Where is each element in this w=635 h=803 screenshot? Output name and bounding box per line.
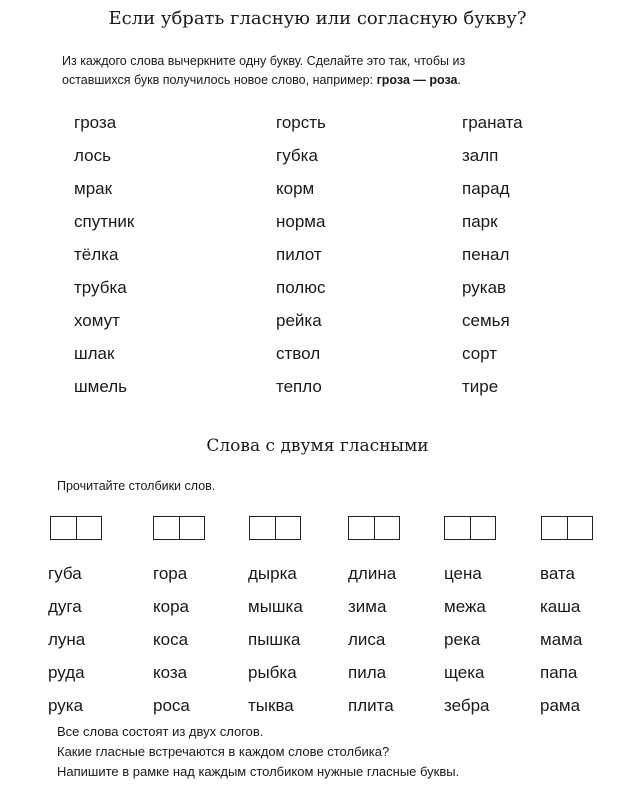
word-item: гора — [153, 564, 188, 583]
word-item: шлак — [74, 344, 115, 363]
answer-cell[interactable] — [77, 517, 102, 539]
word-item: хомут — [74, 311, 120, 330]
word-item: коза — [153, 663, 188, 682]
word-item: граната — [462, 113, 523, 132]
vowel-column-6 — [540, 557, 582, 722]
footer-line-2: Какие гласные встречаются в каждом слове столбика? — [57, 744, 390, 759]
word-item: зебра — [444, 696, 490, 715]
word-item: семья — [462, 311, 510, 330]
word-item: губа — [48, 564, 82, 583]
word-item: рыбка — [248, 663, 297, 682]
word-item: луна — [48, 630, 86, 649]
answer-cell[interactable] — [51, 517, 77, 539]
word-item: пила — [348, 663, 387, 682]
word-item: мышка — [248, 597, 303, 616]
example-text: гроза — роза — [376, 73, 458, 87]
word-column-2 — [276, 106, 326, 403]
word-item: шмель — [74, 377, 127, 396]
word-item: щека — [444, 663, 485, 682]
word-item: рукав — [462, 278, 507, 297]
footer-line-1: Все слова состоят из двух слогов. — [57, 724, 264, 739]
answer-cell[interactable] — [250, 517, 276, 539]
answer-cell[interactable] — [445, 517, 471, 539]
vowel-column-5 — [444, 557, 490, 722]
answer-box-1[interactable] — [50, 516, 102, 540]
intro-line-1: Из каждого слова вычеркните одну букву. Сделайте это так, чтобы из — [62, 54, 466, 68]
word-item: гроза — [74, 113, 117, 132]
answer-box-6[interactable] — [541, 516, 593, 540]
word-item: роса — [153, 696, 190, 715]
word-item: тёлка — [74, 245, 119, 264]
footer-instructions — [57, 722, 459, 782]
word-item: трубка — [74, 278, 127, 297]
intro-text — [62, 52, 612, 90]
answer-cell[interactable] — [568, 517, 593, 539]
answer-box-3[interactable] — [249, 516, 301, 540]
word-item: лиса — [348, 630, 386, 649]
word-item: коса — [153, 630, 189, 649]
word-item: река — [444, 630, 481, 649]
intro-line-2 — [62, 71, 612, 90]
word-item: парк — [462, 212, 498, 231]
word-item: цена — [444, 564, 482, 583]
word-item: папа — [540, 663, 578, 682]
vowel-column-2 — [153, 557, 190, 722]
word-item: руда — [48, 663, 85, 682]
word-item: парад — [462, 179, 510, 198]
word-item: межа — [444, 597, 486, 616]
word-column-1 — [74, 106, 134, 403]
page-title: Если убрать гласную или согласную букву? — [108, 8, 527, 29]
word-item: пилот — [276, 245, 322, 264]
vowel-column-1 — [48, 557, 85, 722]
word-item: полюс — [276, 278, 326, 297]
intro-line-2-end: . — [457, 73, 461, 87]
word-item: тире — [462, 377, 499, 396]
word-item: пышка — [248, 630, 301, 649]
word-item: кора — [153, 597, 189, 616]
word-item: зима — [348, 597, 387, 616]
vowel-column-3 — [248, 557, 303, 722]
word-item: норма — [276, 212, 326, 231]
word-item: ствол — [276, 344, 321, 363]
word-item: спутник — [74, 212, 135, 231]
section-instruction: Прочитайте столбики слов. — [57, 479, 216, 493]
word-item: длина — [348, 564, 397, 583]
footer-line-3: Напишите в рамке над каждым столбиком нужные гласные буквы. — [57, 764, 460, 779]
word-item: корм — [276, 179, 315, 198]
answer-box-2[interactable] — [153, 516, 205, 540]
word-item: рука — [48, 696, 84, 715]
word-item: сорт — [462, 344, 498, 363]
intro-line-2-text: оставшихся букв получилось новое слово, например: — [62, 73, 377, 87]
word-item: мама — [540, 630, 583, 649]
word-item: залп — [462, 146, 499, 165]
word-item: мрак — [74, 179, 113, 198]
word-item: рейка — [276, 311, 322, 330]
answer-box-4[interactable] — [348, 516, 400, 540]
answer-cell[interactable] — [276, 517, 301, 539]
word-item: горсть — [276, 113, 326, 132]
word-item: рама — [540, 696, 581, 715]
answer-cell[interactable] — [180, 517, 205, 539]
answer-box-5[interactable] — [444, 516, 496, 540]
answer-cell[interactable] — [471, 517, 496, 539]
word-item: пенал — [462, 245, 510, 264]
word-column-3 — [462, 106, 523, 403]
word-item: губка — [276, 146, 318, 165]
word-item: каша — [540, 597, 581, 616]
answer-cell[interactable] — [542, 517, 568, 539]
word-item: лось — [74, 146, 111, 165]
word-item: дырка — [248, 564, 297, 583]
word-item: плита — [348, 696, 394, 715]
word-item: тепло — [276, 377, 322, 396]
answer-cell[interactable] — [349, 517, 375, 539]
word-item: дуга — [48, 597, 82, 616]
answer-cell[interactable] — [154, 517, 180, 539]
answer-cell[interactable] — [375, 517, 400, 539]
section-title: Слова с двумя гласными — [206, 436, 429, 456]
word-item: вата — [540, 564, 575, 583]
vowel-column-4 — [348, 557, 396, 722]
word-item: тыква — [248, 696, 294, 715]
